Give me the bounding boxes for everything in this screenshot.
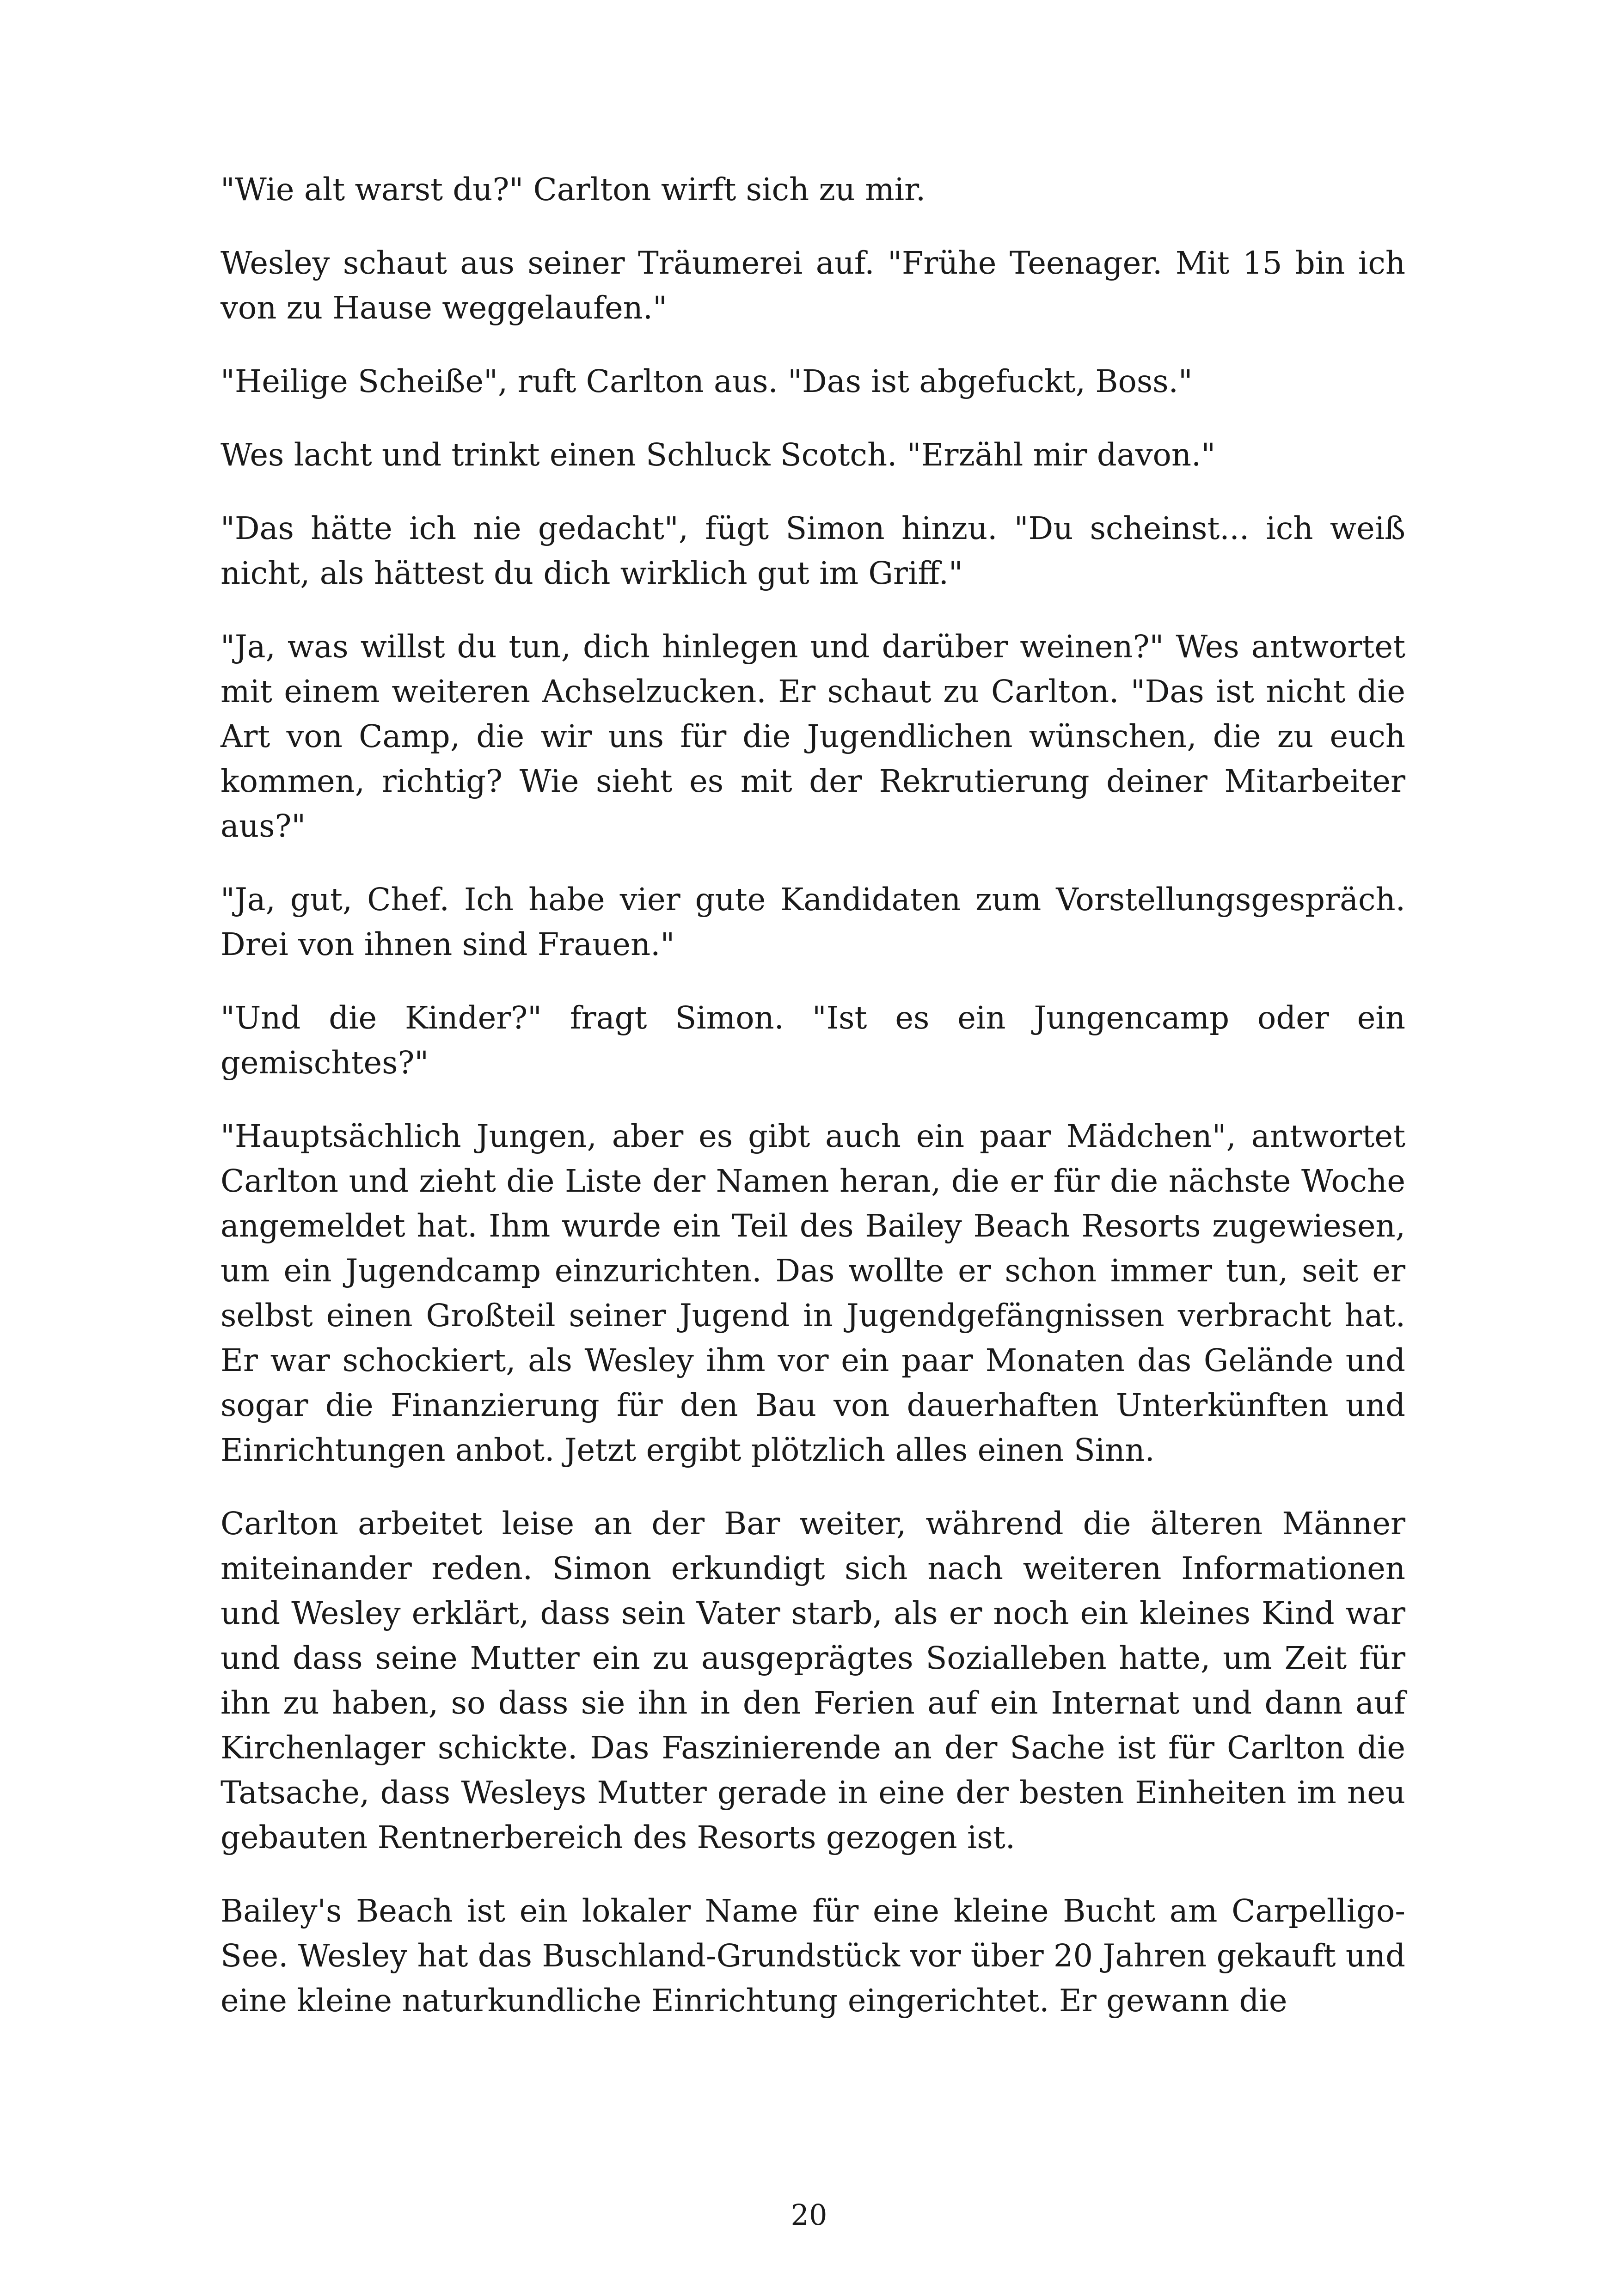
- page-number: 20: [791, 2198, 827, 2232]
- paragraph: "Wie alt warst du?" Carlton wirft sich zu mir.: [221, 171, 926, 208]
- paragraph: "Ja, was willst du tun, dich hinlegen und darüber weinen?" Wes antwortet mit einem weiteren Achselzucken. Er schaut zu Carlton. "Das ist nicht die Art von Camp, die wir uns für die Jugendlichen wünschen, die zu euch kommen, richtig? Wie sieht es mit der Rekrutierung deiner Mitarbeiter aus?": [221, 629, 1405, 844]
- paragraph: Carlton arbeitet leise an der Bar weiter, während die älteren Männer miteinander reden. Simon erkundigt sich nach weiteren Informationen und Wesley erklärt, dass sein Vater starb, als er noch ein kleines Kind war und dass seine Mutter ein zu ausgeprägtes Sozialleben hatte, um Zeit für ihn zu haben, so dass sie ihn in den Ferien auf ein Internat und dann auf Kirchenlager schickte. Das Faszinierende an der Sache ist für Carlton die Tatsache, dass Wesleys Mutter gerade in eine der besten Einheiten im neu gebauten Rentnerbereich des Resorts gezogen ist.: [221, 1506, 1405, 1855]
- paragraph: Bailey's Beach ist ein lokaler Name für eine kleine Bucht am Carpelligo-See. Wesley hat das Buschland-Grundstück vor über 20 Jahren gekauft und eine kleine naturkundliche Einrichtung eingerichtet. Er gewann die: [221, 1893, 1406, 2019]
- paragraph: "Hauptsächlich Jungen, aber es gibt auch ein paar Mädchen", antwortet Carlton und zieht die Liste der Namen heran, die er für die nächste Woche angemeldet hat. Ihm wurde ein Teil des Bailey Beach Resorts zugewiesen, um ein Jugendcamp einzurichten. Das wollte er schon immer tun, seit er selbst einen Großteil seiner Jugend in Jugendgefängnissen verbracht hat. Er war schockiert, als Wesley ihm vor ein paar Monaten das Gelände und sogar die Finanzierung für den Bau von dauerhaften Unterkünften und Einrichtungen anbot. Jetzt ergibt plötzlich alles einen Sinn.: [221, 1118, 1405, 1468]
- paragraph: Wes lacht und trinkt einen Schluck Scotch. "Erzähl mir davon.": [221, 437, 1216, 473]
- paragraph: "Das hätte ich nie gedacht", fügt Simon hinzu. "Du scheinst... ich weiß nicht, als hättest du dich wirklich gut im Griff.": [221, 510, 1405, 591]
- paragraph: Wesley schaut aus seiner Träumerei auf. "Frühe Teenager. Mit 15 bin ich von zu Hause weggelaufen.": [221, 245, 1405, 326]
- paragraph: "Ja, gut, Chef. Ich habe vier gute Kandidaten zum Vorstellungsgespräch. Drei von ihnen sind Frauen.": [221, 882, 1405, 962]
- paragraph: "Und die Kinder?" fragt Simon. "Ist es ein Jungencamp oder ein gemischtes?": [221, 1000, 1405, 1081]
- paragraph: "Heilige Scheiße", ruft Carlton aus. "Das ist abgefuckt, Boss.": [221, 363, 1193, 399]
- body-text: [221, 167, 1405, 2052]
